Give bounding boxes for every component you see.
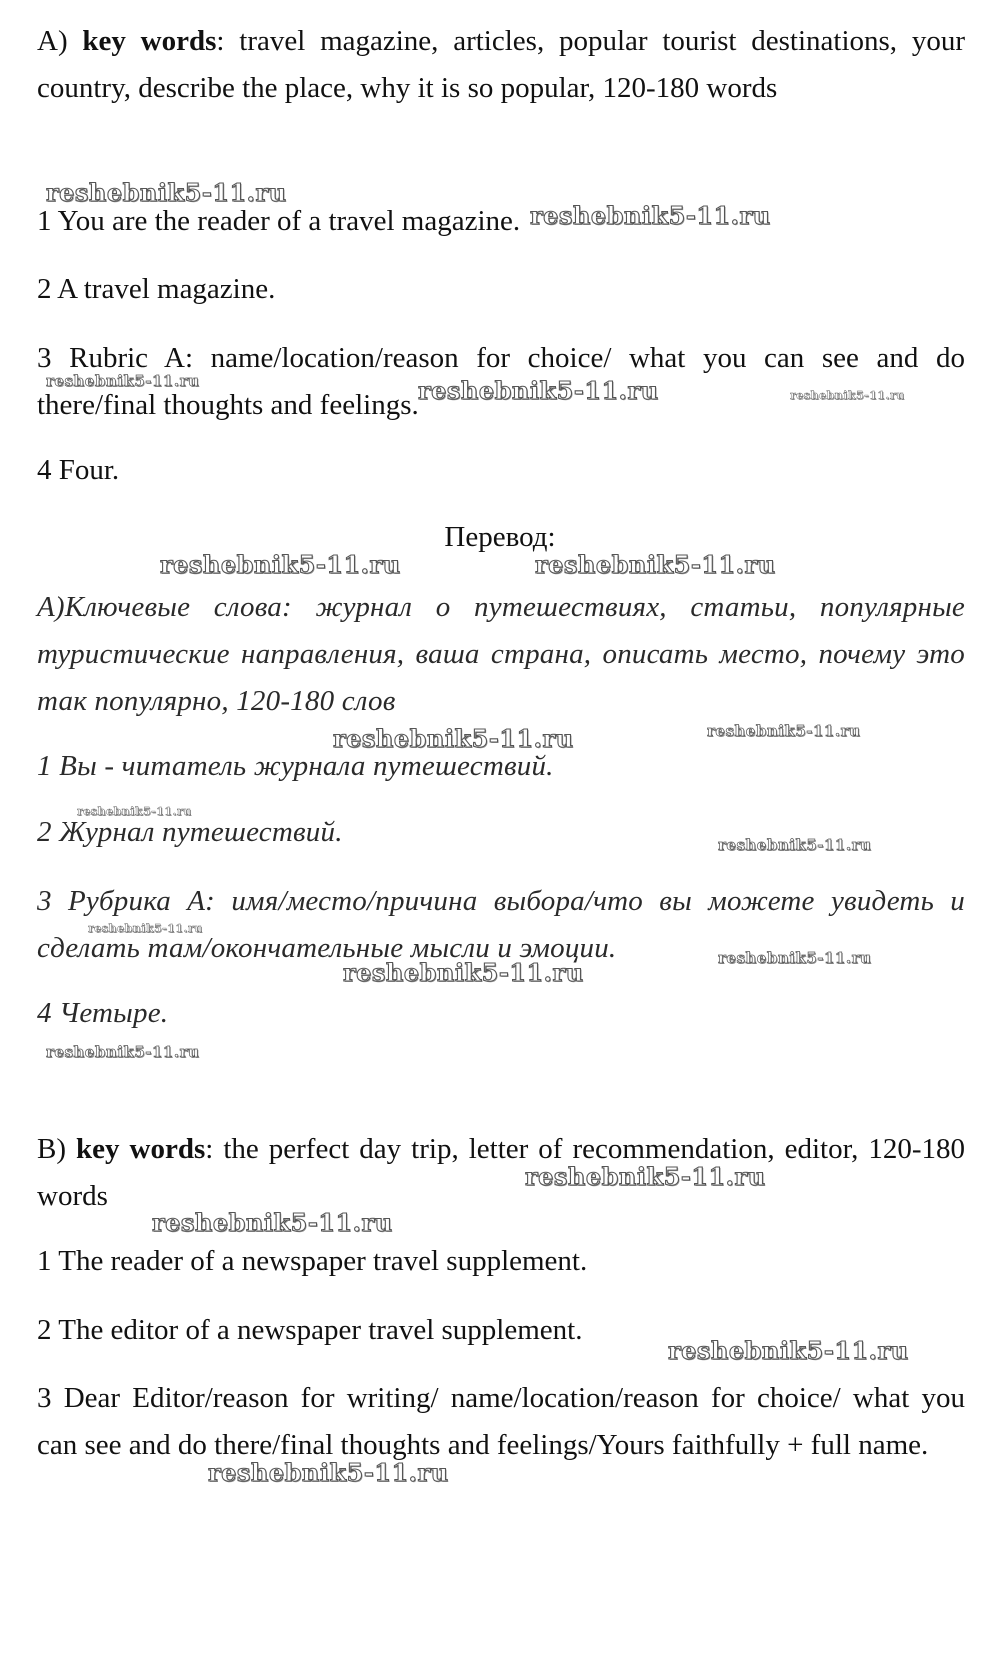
translation-key-words: А)Ключевые слова: журнал о путешествиях, статьи, популярные туристические направления, ваша страна, описать место, почему это так популярно, 120-180 слов — [37, 591, 965, 717]
watermark: reshebnik5-11.ru — [77, 805, 192, 818]
watermark: reshebnik5-11.ru — [535, 550, 776, 579]
translation-heading: Перевод: — [444, 521, 556, 553]
watermark: reshebnik5-11.ru — [46, 1043, 200, 1061]
key-words-label: key words — [76, 1133, 206, 1165]
watermark: reshebnik5-11.ru — [152, 1208, 393, 1237]
watermark: reshebnik5-11.ru — [160, 550, 401, 579]
key-words-label: key words — [82, 25, 217, 57]
section-a-answer-3: 3 Rubric A: name/location/reason for choice/ what you can see and do there/final thoughts and feelings. — [37, 342, 965, 421]
watermark: reshebnik5-11.ru — [333, 724, 574, 753]
watermark: reshebnik5-11.ru — [790, 389, 905, 402]
section-b-answer-2: 2 The editor of a newspaper travel supplement. — [37, 1314, 583, 1346]
watermark: reshebnik5-11.ru — [718, 949, 872, 967]
translation-answer-2: 2 Журнал путешествий. — [37, 816, 343, 848]
section-b-answer-1: 1 The reader of a newspaper travel supplement. — [37, 1245, 588, 1277]
watermark: reshebnik5-11.ru — [707, 722, 861, 740]
watermark: reshebnik5-11.ru — [668, 1336, 909, 1365]
translation-answer-4: 4 Четыре. — [37, 997, 169, 1029]
section-a-answer-2: 2 A travel magazine. — [37, 273, 276, 305]
watermark: reshebnik5-11.ru — [525, 1162, 766, 1191]
section-b-answer-3: 3 Dear Editor/reason for writing/ name/location/reason for choice/ what you can see and do there/final thoughts and feelings/Yours faithfully + full name. — [37, 1382, 965, 1461]
translation-answer-1: 1 Вы - читатель журнала путешествий. — [37, 750, 554, 782]
section-a-answer-4: 4 Four. — [37, 454, 120, 486]
watermark: reshebnik5-11.ru — [208, 1458, 449, 1487]
section-a-answer-1: 1 You are the reader of a travel magazine. — [37, 205, 521, 237]
watermark: reshebnik5-11.ru — [46, 178, 287, 207]
watermark: reshebnik5-11.ru — [88, 922, 203, 935]
section-a-key-words: A) key words: travel magazine, articles, popular tourist destinations, your country, describe the place, why it is so popular, 120-180 words — [37, 25, 965, 104]
watermark: reshebnik5-11.ru — [46, 372, 200, 390]
section-b-key-words: B) key words: the perfect day trip, letter of recommendation, editor, 120-180 words — [37, 1133, 965, 1212]
watermark: reshebnik5-11.ru — [418, 376, 659, 405]
watermark: reshebnik5-11.ru — [530, 201, 771, 230]
translation-answer-3: 3 Рубрика А: имя/место/причина выбора/что вы можете увидеть и сделать там/окончательные мысли и эмоции. — [37, 885, 965, 964]
watermark: reshebnik5-11.ru — [343, 958, 584, 987]
watermark: reshebnik5-11.ru — [718, 836, 872, 854]
